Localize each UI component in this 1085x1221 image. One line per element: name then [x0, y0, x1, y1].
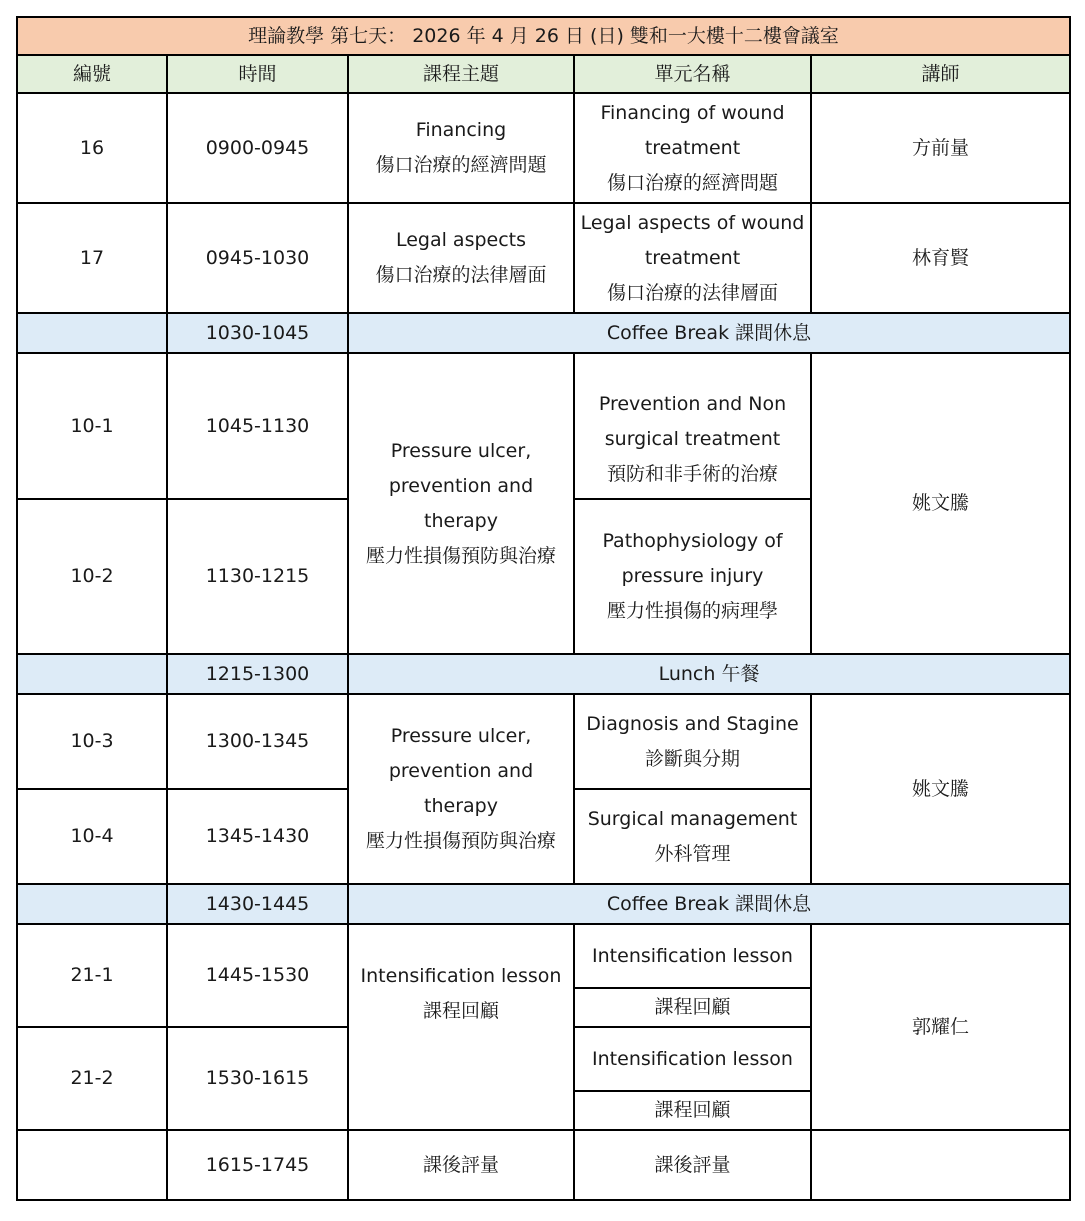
break-number [17, 884, 167, 924]
unit-line: 診斷與分期 [644, 747, 740, 770]
header-lecturer: 講師 [811, 55, 1070, 93]
unit-line: treatment [644, 136, 741, 159]
topic-line: therapy [424, 509, 498, 532]
unit-line: Surgical management [587, 807, 798, 830]
header-topic: 課程主題 [348, 55, 574, 93]
session-time: 1045-1130 [167, 353, 348, 499]
session-lecturer: 方前量 [811, 93, 1070, 203]
session-topic [348, 203, 574, 313]
header-unit: 單元名稱 [574, 55, 811, 93]
break-row [17, 654, 1070, 694]
unit-line: 外科管理 [654, 842, 731, 865]
break-time: 1430-1445 [167, 884, 348, 924]
unit-line: Legal aspects of wound [580, 211, 805, 234]
session-time: 1130-1215 [167, 499, 348, 654]
session-lecturer: 姚文騰 [811, 694, 1070, 884]
session-number: 10-4 [17, 789, 167, 884]
table-row [17, 924, 1070, 1027]
session-time: 1345-1430 [167, 789, 348, 884]
topic-line: 壓力性損傷預防與治療 [365, 544, 556, 567]
session-lecturer: 林育賢 [811, 203, 1070, 313]
break-time: 1215-1300 [167, 654, 348, 694]
topic-line: prevention and [388, 474, 534, 497]
unit-line: Diagnosis and Stagine [586, 712, 799, 735]
break-number [17, 654, 167, 694]
break-label: Coffee Break 課間休息 [348, 884, 1070, 924]
table-row [17, 203, 1070, 313]
table-row [17, 353, 1070, 499]
unit-line: Pathophysiology of [602, 530, 783, 552]
session-lecturer: 姚文騰 [811, 353, 1070, 654]
topic-line: Pressure ulcer, [390, 725, 532, 747]
session-number: 21-1 [17, 924, 167, 1027]
unit-line: 壓力性損傷的病理學 [606, 600, 778, 622]
topic-line: Financing [415, 119, 507, 141]
session-time: 1300-1345 [167, 694, 348, 789]
topic-line: therapy [424, 795, 498, 817]
session-number: 10-2 [17, 499, 167, 654]
session-number [17, 1130, 167, 1200]
session-unit [574, 93, 811, 203]
unit-line: treatment [644, 246, 741, 269]
unit-line: Prevention and Non [598, 393, 787, 415]
topic-line: 課程回顧 [422, 1000, 499, 1022]
break-row [17, 313, 1070, 353]
session-time: 1530-1615 [167, 1027, 348, 1130]
unit-line: 課程回顧 [575, 1090, 810, 1129]
schedule-table [16, 16, 1071, 1201]
topic-line: Pressure ulcer, [390, 439, 532, 462]
unit-line: Financing of wound [600, 101, 785, 124]
session-number: 10-1 [17, 353, 167, 499]
break-label: Coffee Break 課間休息 [348, 313, 1070, 353]
break-label: Lunch 午餐 [348, 654, 1070, 694]
session-time: 0945-1030 [167, 203, 348, 313]
topic-line: 傷口治療的經濟問題 [375, 154, 547, 176]
unit-line: Intensification lesson [592, 944, 793, 967]
session-number: 21-2 [17, 1027, 167, 1130]
table-row [17, 1130, 1070, 1200]
break-number [17, 313, 167, 353]
session-unit [574, 203, 811, 313]
session-lecturer: 郭耀仁 [811, 924, 1070, 1130]
header-row [17, 55, 1070, 93]
session-unit [574, 1027, 811, 1130]
session-number: 10-3 [17, 694, 167, 789]
break-row [17, 884, 1070, 924]
table-row [17, 694, 1070, 789]
session-unit: 課後評量 [574, 1130, 811, 1200]
session-number: 17 [17, 203, 167, 313]
unit-line: surgical treatment [604, 428, 781, 450]
session-time: 1445-1530 [167, 924, 348, 1027]
unit-line: 課程回顧 [575, 987, 810, 1026]
session-topic [348, 694, 574, 884]
topic-line: 壓力性損傷預防與治療 [365, 830, 556, 852]
unit-line: pressure injury [621, 565, 764, 587]
unit-line: 預防和非手術的治療 [606, 463, 778, 485]
session-lecturer [811, 1130, 1070, 1200]
session-unit [574, 499, 811, 654]
schedule-sheet [16, 16, 1069, 1201]
session-topic [348, 93, 574, 203]
topic-line: prevention and [388, 760, 534, 782]
topic-line: Legal aspects [395, 229, 527, 251]
session-unit [574, 694, 811, 789]
session-unit [574, 353, 811, 499]
session-time: 1615-1745 [167, 1130, 348, 1200]
header-number: 編號 [17, 55, 167, 93]
header-time: 時間 [167, 55, 348, 93]
session-unit [574, 789, 811, 884]
session-time: 0900-0945 [167, 93, 348, 203]
session-topic [348, 353, 574, 654]
topic-line: Intensification lesson [360, 965, 562, 987]
session-topic: 課後評量 [348, 1130, 574, 1200]
break-time: 1030-1045 [167, 313, 348, 353]
unit-line: Intensification lesson [592, 1047, 793, 1070]
session-number: 16 [17, 93, 167, 203]
unit-line: 傷口治療的法律層面 [606, 281, 778, 304]
unit-line: 傷口治療的經濟問題 [606, 171, 778, 194]
title-row [17, 17, 1070, 55]
table-row [17, 93, 1070, 203]
session-unit [574, 924, 811, 1027]
session-topic [348, 924, 574, 1130]
topic-line: 傷口治療的法律層面 [375, 264, 547, 286]
schedule-title: 理論教學 第七天： 2026 年 4 月 26 日 (日) 雙和一大樓十二樓會議室 [17, 17, 1070, 55]
